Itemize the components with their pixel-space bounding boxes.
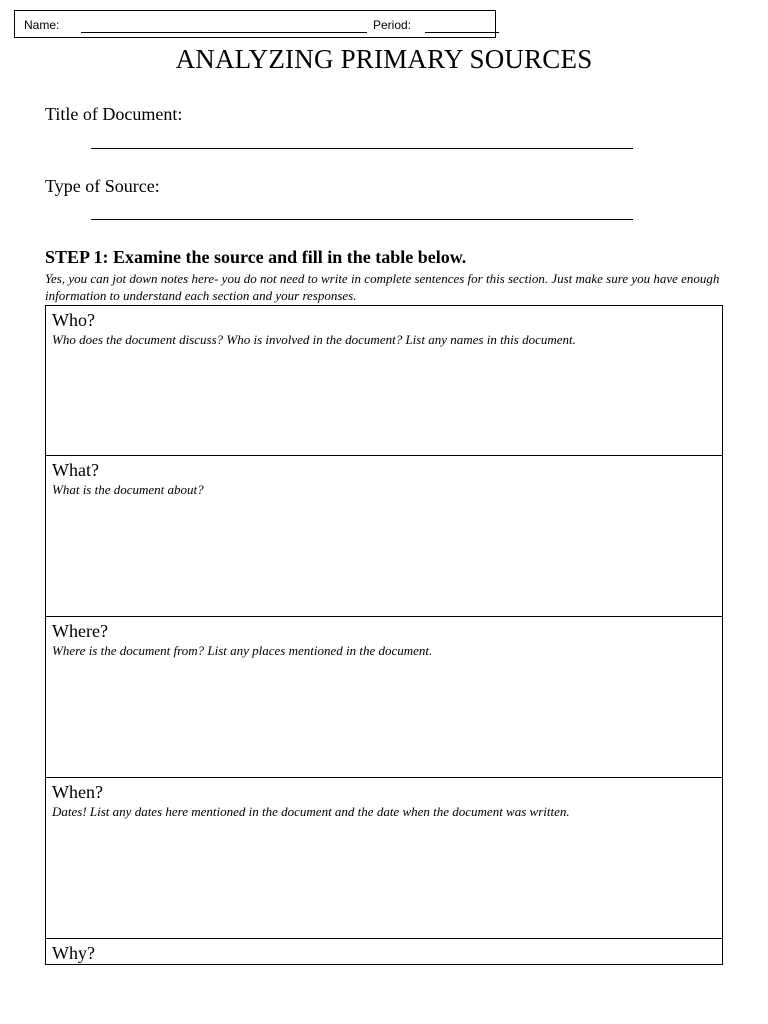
name-period-box bbox=[14, 10, 496, 38]
what-prompt: What is the document about? bbox=[52, 482, 204, 497]
what-heading: What? bbox=[52, 460, 99, 480]
why-cell[interactable] bbox=[46, 939, 723, 965]
table-row-where[interactable] bbox=[46, 617, 723, 778]
what-cell[interactable] bbox=[46, 456, 723, 617]
when-heading: When? bbox=[52, 782, 103, 802]
page-title: ANALYZING PRIMARY SOURCES bbox=[175, 44, 593, 74]
analysis-table bbox=[45, 305, 723, 965]
title-of-document-line[interactable] bbox=[91, 148, 633, 149]
who-heading: Who? bbox=[52, 310, 95, 330]
step1-instructions: Yes, you can jot down notes here- you do not need to write in complete sentences for this section. Just make sure you have enough information to understand each section and your responses. bbox=[45, 271, 720, 303]
why-heading: Why? bbox=[52, 943, 95, 963]
who-prompt: Who does the document discuss? Who is involved in the document? List any names in this document. bbox=[52, 332, 576, 347]
when-cell[interactable] bbox=[46, 778, 723, 939]
table-row-when[interactable] bbox=[46, 778, 723, 939]
name-blank-line[interactable] bbox=[81, 32, 367, 33]
step1-heading: STEP 1: Examine the source and fill in the table below. bbox=[45, 247, 467, 267]
type-of-source-label: Type of Source: bbox=[45, 176, 160, 196]
title-of-document-label: Title of Document: bbox=[45, 104, 183, 124]
where-prompt: Where is the document from? List any places mentioned in the document. bbox=[52, 643, 433, 658]
table-row-what[interactable] bbox=[46, 456, 723, 617]
where-heading: Where? bbox=[52, 621, 108, 641]
type-of-source-line[interactable] bbox=[91, 219, 633, 220]
table-row-why[interactable] bbox=[46, 939, 723, 965]
where-cell[interactable] bbox=[46, 617, 723, 778]
table-row-who[interactable] bbox=[46, 306, 723, 456]
period-label: Period: bbox=[373, 18, 412, 32]
who-cell[interactable] bbox=[46, 306, 723, 456]
name-label: Name: bbox=[24, 18, 60, 32]
when-prompt: Dates! List any dates here mentioned in the document and the date when the document was written. bbox=[52, 804, 570, 819]
period-blank-line[interactable] bbox=[425, 32, 499, 33]
